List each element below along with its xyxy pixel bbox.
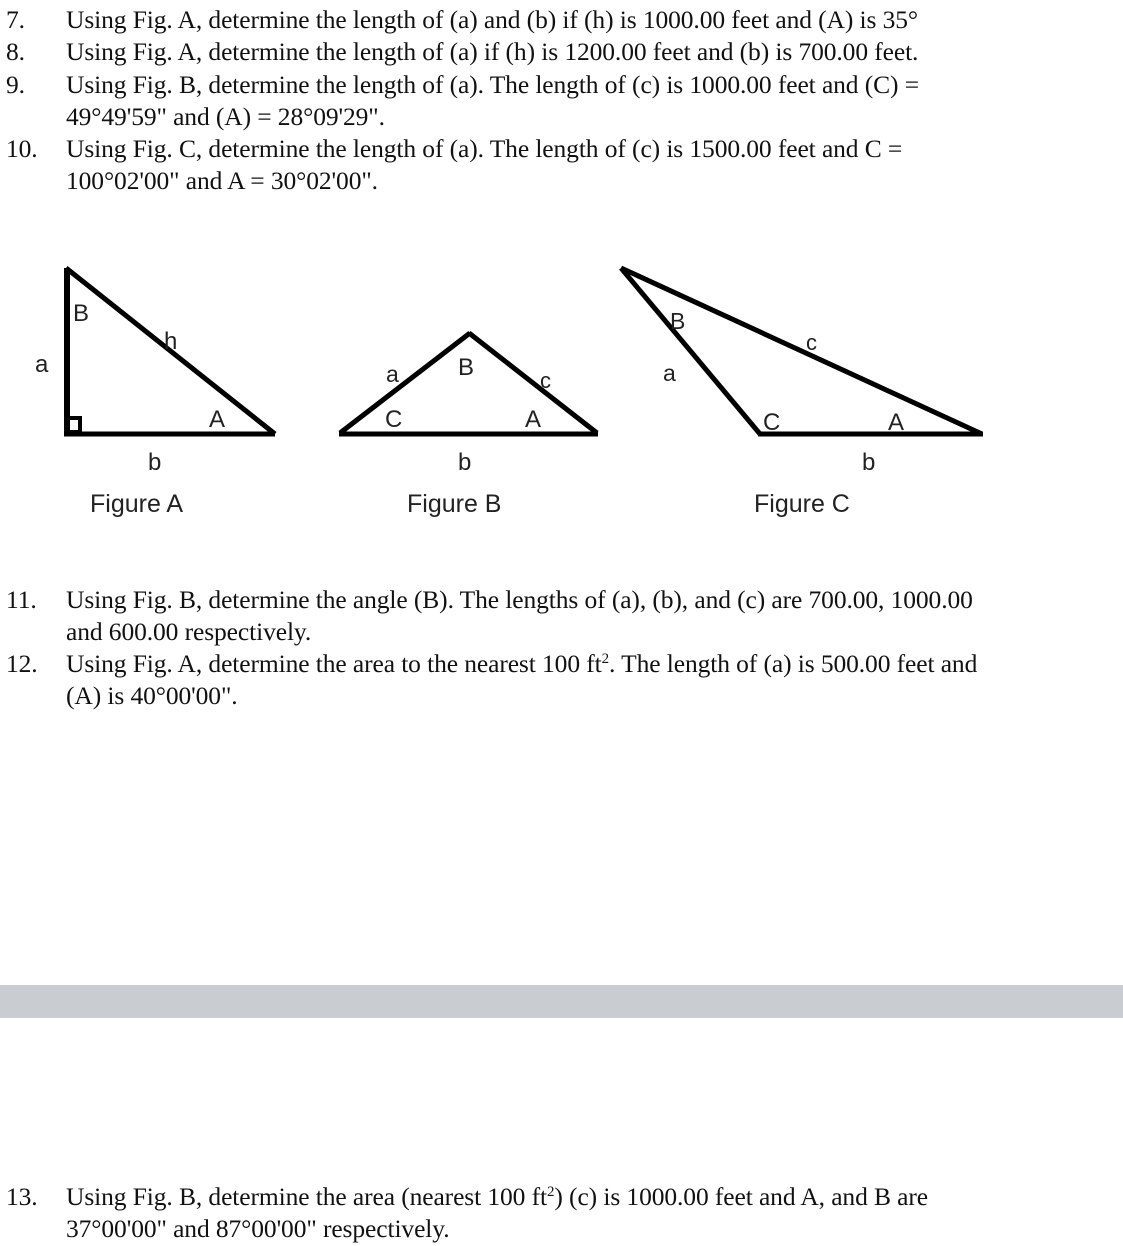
question-text: Using Fig. A, determine the length of (a) and (b) if (h) is 1000.00 feet and (A) is 35° <box>66 5 919 34</box>
figure-a <box>35 268 275 476</box>
question-number: 9. <box>6 70 25 99</box>
figure-c-label-A: A <box>888 409 905 436</box>
question-text-continued: (A) is 40°00'00". <box>66 681 238 710</box>
question-number: 8. <box>6 37 25 66</box>
figure-a-label-b: b <box>148 449 162 476</box>
question-text-continued: and 600.00 respectively. <box>66 617 312 646</box>
figure-a-label-h: h <box>164 328 178 355</box>
figure-b-label-C: C <box>385 406 403 433</box>
question-number: 7. <box>6 5 25 34</box>
superscript-exponent: 2 <box>601 651 610 667</box>
question-text-part: Using Fig. B, determine the area (nearest 100 ft <box>66 1182 547 1211</box>
figure-a-caption: Figure A <box>90 490 184 518</box>
superscript-exponent: 2 <box>546 1184 555 1200</box>
question-number: 11. <box>6 585 37 614</box>
question-text-part: ) (c) is 1000.00 feet and A, and B are <box>554 1182 929 1211</box>
question-text: Using Fig. C, determine the length of (a). The length of (c) is 1500.00 feet and C = <box>66 134 903 163</box>
figure-a-label-a: a <box>35 351 49 378</box>
section-divider <box>0 985 1123 1018</box>
figure-c-label-c: c <box>806 330 817 355</box>
figure-b-side-a <box>340 333 470 433</box>
question-text <box>66 1181 1116 1213</box>
figure-a-label-B: B <box>73 300 90 327</box>
figure-c-caption: Figure C <box>754 490 850 518</box>
figure-a-label-A: A <box>209 406 226 433</box>
figure-b-label-c: c <box>540 368 551 393</box>
figure-c-side-c <box>621 268 982 434</box>
figure-b-label-B: B <box>458 354 475 381</box>
figure-c-label-C: C <box>763 409 781 436</box>
question-text-part: . The length of (a) is 500.00 feet and <box>609 649 978 678</box>
question-number: 10. <box>6 134 38 163</box>
figure-b-caption: Figure B <box>407 490 502 518</box>
right-angle-marker <box>68 418 80 432</box>
question-text <box>66 648 1116 680</box>
question-number: 13. <box>6 1182 38 1211</box>
figure-c-label-B: B <box>670 308 686 334</box>
figure-b <box>339 333 598 476</box>
figure-b-label-A: A <box>525 406 542 433</box>
figure-c <box>621 268 983 476</box>
figure-b-label-b: b <box>458 449 472 476</box>
question-text: Using Fig. B, determine the angle (B). The lengths of (a), (b), and (c) are 700.00, 1000.00 <box>66 585 973 614</box>
figure-c-label-a: a <box>663 360 676 386</box>
question-text: Using Fig. A, determine the length of (a) if (h) is 1200.00 feet and (b) is 700.00 feet. <box>66 37 919 66</box>
figure-b-label-a: a <box>386 361 399 387</box>
question-number: 12. <box>6 649 38 678</box>
question-text-part: Using Fig. A, determine the area to the nearest 100 ft <box>66 649 602 678</box>
question-text-continued: 100°02'00" and A = 30°02'00". <box>66 166 378 195</box>
figure-c-label-b: b <box>862 449 876 476</box>
question-text-continued: 37°00'00" and 87°00'00" respectively. <box>66 1214 450 1243</box>
question-text: Using Fig. B, determine the length of (a). The length of (c) is 1000.00 feet and (C) = <box>66 70 919 99</box>
question-text-continued: 49°49'59" and (A) = 28°09'29". <box>66 102 385 131</box>
figure-c-side-a <box>621 268 760 434</box>
